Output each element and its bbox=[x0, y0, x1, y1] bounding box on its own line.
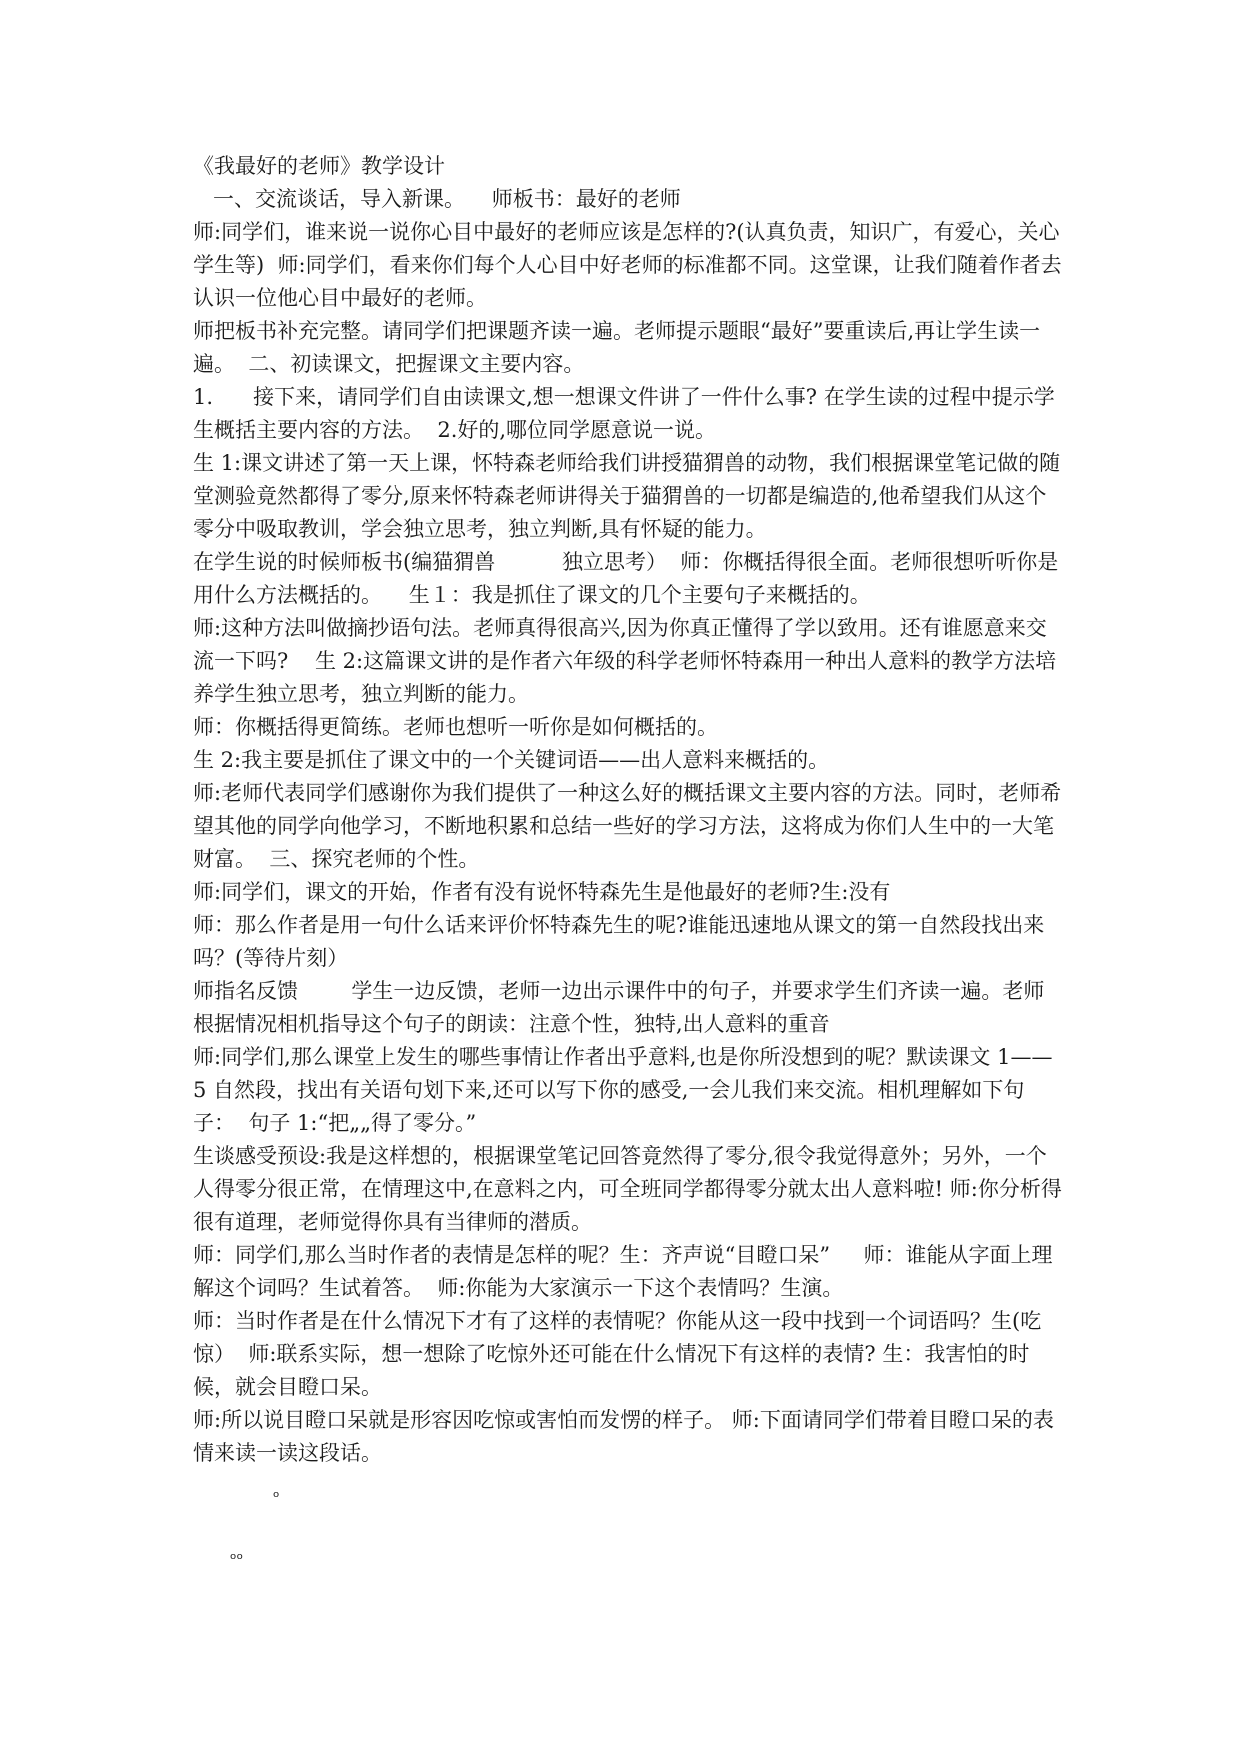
paragraph: 师:所以说目瞪口呆就是形容因吃惊或害怕而发愣的样子。 师:下面请同学们带着目瞪口呆的表情来读一读这段话。 bbox=[193, 1408, 1054, 1465]
stray-mark: ₒ bbox=[273, 1482, 280, 1501]
paragraph: 在学生说的时候师板书(编猫猬兽 独立思考） 师：你概括得很全面。老师很想听听你是用什么方法概括的。 生１：我是抓住了课文的几个主要句子来概括的。 bbox=[193, 550, 1059, 607]
paragraph: 师:同学们，谁来说一说你心目中最好的老师应该是怎样的?(认真负责，知识广，有爱心，关心学生等) 师:同学们，看来你们每个人心目中好老师的标准都不同。这堂课，让我们随着作者去认识一位他心目中最好的老师。 bbox=[193, 220, 1062, 310]
paragraph: 师把板书补充完整。请同学们把课题齐读一遍。老师提示题眼“最好”要重读后,再让学生读一遍。 二、初读课文，把握课文主要内容。 bbox=[193, 319, 1041, 376]
paragraph: 师指名反馈 学生一边反馈，老师一边出示课件中的句子，并要求学生们齐读一遍。老师根据情况相机指导这个句子的朗读：注意个性，独特,出人意料的重音 bbox=[193, 979, 1045, 1036]
paragraph: 一、交流谈话，导入新课。 师板书：最好的老师 bbox=[193, 187, 681, 211]
document-title: 《我最好的老师》教学设计 bbox=[193, 154, 445, 178]
paragraph: 生 1:课文讲述了第一天上课，怀特森老师给我们讲授猫猬兽的动物，我们根据课堂笔记做的随堂测验竟然都得了零分,原来怀特森老师讲得关于猫猬兽的一切都是编造的,他希望我们从这个零分中吸取教训，学会独立思考，独立判断,具有怀疑的能力。 bbox=[193, 451, 1061, 541]
paragraph: 师：那么作者是用一句什么话来评价怀特森先生的呢?谁能迅速地从课文的第一自然段找出来吗？(等待片刻） bbox=[193, 913, 1045, 970]
paragraph: 师:同学们，课文的开始，作者有没有说怀特森先生是他最好的老师?生:没有 bbox=[193, 880, 891, 904]
paragraph: 师:同学们,那么课堂上发生的哪些事情让作者出乎意料,也是你所没想到的呢？默读课文 1——5 自然段，找出有关语句划下来,还可以写下你的感受,一会儿我们来交流。相机理解如下句子： 句子 1:“把„„得了零分。” bbox=[193, 1045, 1053, 1135]
paragraph: 师：你概括得更简练。老师也想听一听你是如何概括的。 bbox=[193, 715, 718, 739]
paragraph: 师：当时作者是在什么情况下才有了这样的表情呢？你能从这一段中找到一个词语吗？生(吃惊） 师:联系实际，想一想除了吃惊外还可能在什么情况下有这样的表情? 生：我害怕的时候，就会目瞪口呆。 bbox=[193, 1309, 1042, 1399]
paragraph: 师：同学们,那么当时作者的表情是怎样的呢？生：齐声说“目瞪口呆” 师：谁能从字面上理解这个词吗？生试着答。 师:你能为大家演示一下这个表情吗？生演。 bbox=[193, 1243, 1053, 1300]
document-body bbox=[193, 150, 1063, 1470]
paragraph: 生谈感受预设:我是这样想的，根据课堂笔记回答竟然得了零分,很令我觉得意外；另外，一个人得零分很正常，在情理这中,在意料之内，可全班同学都得零分就太出人意料啦! 师:你分析得很有道理，老师觉得你具有当律师的潜质。 bbox=[193, 1144, 1062, 1234]
paragraph: 1. 接下来，请同学们自由读课文,想一想课文件讲了一件什么事? 在学生读的过程中提示学生概括主要内容的方法。 2.好的,哪位同学愿意说一说。 bbox=[193, 385, 1055, 442]
stray-mark: ₒₒ bbox=[230, 1544, 244, 1563]
paragraph: 师:老师代表同学们感谢你为我们提供了一种这么好的概括课文主要内容的方法。同时，老师希望其他的同学向他学习，不断地积累和总结一些好的学习方法，这将成为你们人生中的一大笔财富。 三、探究老师的个性。 bbox=[193, 781, 1062, 871]
paragraph: 师:这种方法叫做摘抄语句法。老师真得很高兴,因为你真正懂得了学以致用。还有谁愿意来交流一下吗? 生 2:这篇课文讲的是作者六年级的科学老师怀特森用一种出人意料的教学方法培养学生独立思考，独立判断的能力。 bbox=[193, 616, 1057, 706]
paragraph: 生 2:我主要是抓住了课文中的一个关键词语——出人意料来概括的。 bbox=[193, 748, 830, 772]
